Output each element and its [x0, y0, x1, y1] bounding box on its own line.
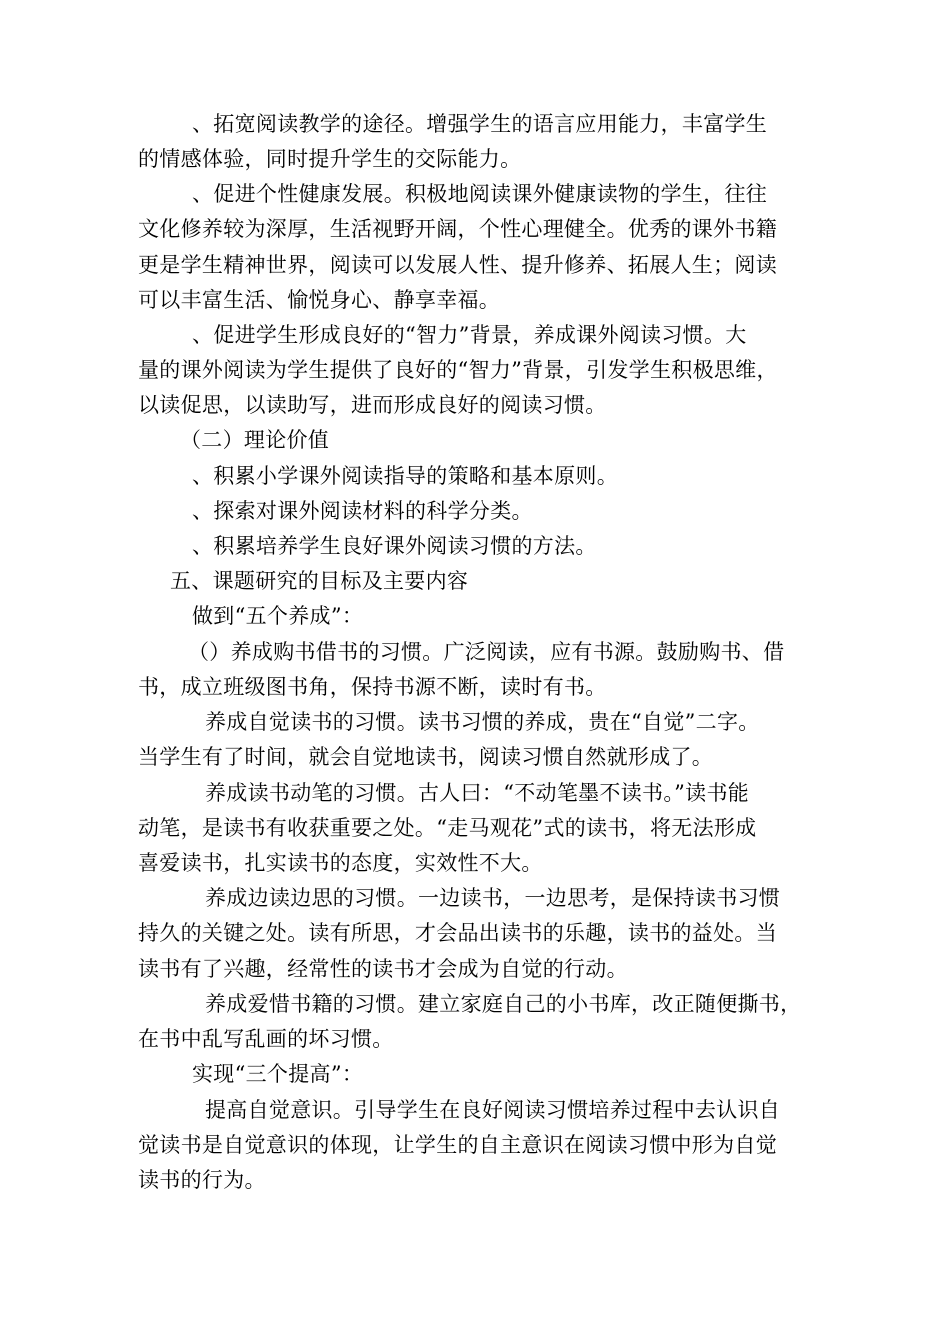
paragraph-line: 养成读书动笔的习惯。古人曰：“不动笔墨不读书。”读书能 — [205, 781, 750, 805]
paragraph-line: 动笔，是读书有收获重要之处。“走马观花”式的读书，将无法形成 — [138, 816, 757, 840]
paragraph-line: 文化修养较为深厚，生活视野开阔，个性心理健全。优秀的课外书籍 — [138, 217, 777, 241]
list-item: 、积累培养学生良好课外阅读习惯的方法。 — [192, 534, 597, 558]
paragraph-line: 养成自觉读书的习惯。读书习惯的养成，贵在“自觉”二字。 — [205, 710, 760, 734]
list-item: 、探索对课外阅读材料的科学分类。 — [192, 499, 533, 523]
paragraph-line: 觉读书是自觉意识的体现，让学生的自主意识在阅读习惯中形为自觉 — [138, 1133, 777, 1157]
paragraph-line: 喜爱读书，扎实读书的态度，实效性不大。 — [138, 851, 543, 875]
section-heading: 五、课题研究的目标及主要内容 — [170, 569, 469, 593]
paragraph-line: 养成爱惜书籍的习惯。建立家庭自己的小书库，改正随便撕书， — [205, 992, 802, 1016]
paragraph-line: 的情感体验，同时提升学生的交际能力。 — [138, 147, 522, 171]
subsection-title: 做到“五个养成”： — [192, 604, 364, 628]
paragraph-line: 读书的行为。 — [138, 1168, 266, 1192]
paragraph-line: 量的课外阅读为学生提供了良好的“智力”背景，引发学生积极思维， — [138, 358, 778, 382]
paragraph-line: 持久的关键之处。读有所思，才会品出读书的乐趣，读书的益处。当 — [138, 921, 777, 945]
paragraph-line: 可以丰富生活、愉悦身心、静享幸福。 — [138, 288, 501, 312]
section-subheading: （二）理论价值 — [180, 428, 330, 452]
list-item: 、积累小学课外阅读指导的策略和基本原则。 — [192, 464, 618, 488]
paragraph-line: （）养成购书借书的习惯。广泛阅读，应有书源。鼓励购书、借 — [188, 640, 785, 664]
paragraph-line: 读书有了兴趣，经常性的读书才会成为自觉的行动。 — [138, 957, 628, 981]
paragraph-line: 养成边读边思的习惯。一边读书，一边思考，是保持读书习惯 — [205, 886, 781, 910]
paragraph-line: 书，成立班级图书角，保持书源不断，读时有书。 — [138, 675, 607, 699]
paragraph-line: 、促进个性健康发展。积极地阅读课外健康读物的学生，往往 — [192, 182, 768, 206]
paragraph-line: 、拓宽阅读教学的途径。增强学生的语言应用能力，丰富学生 — [192, 112, 768, 136]
paragraph-line: 更是学生精神世界，阅读可以发展人性、提升修养、拓展人生；阅读 — [138, 253, 777, 277]
paragraph-line: 以读促思，以读助写，进而形成良好的阅读习惯。 — [138, 393, 607, 417]
subsection-title: 实现“三个提高”： — [192, 1062, 364, 1086]
paragraph-line: 提高自觉意识。引导学生在良好阅读习惯培养过程中去认识自 — [205, 1098, 781, 1122]
paragraph-line: 、促进学生形成良好的“智力”背景，养成课外阅读习惯。大 — [192, 323, 747, 347]
paragraph-line: 在书中乱写乱画的坏习惯。 — [138, 1027, 394, 1051]
paragraph-line: 当学生有了时间，就会自觉地读书，阅读习惯自然就形成了。 — [138, 745, 714, 769]
